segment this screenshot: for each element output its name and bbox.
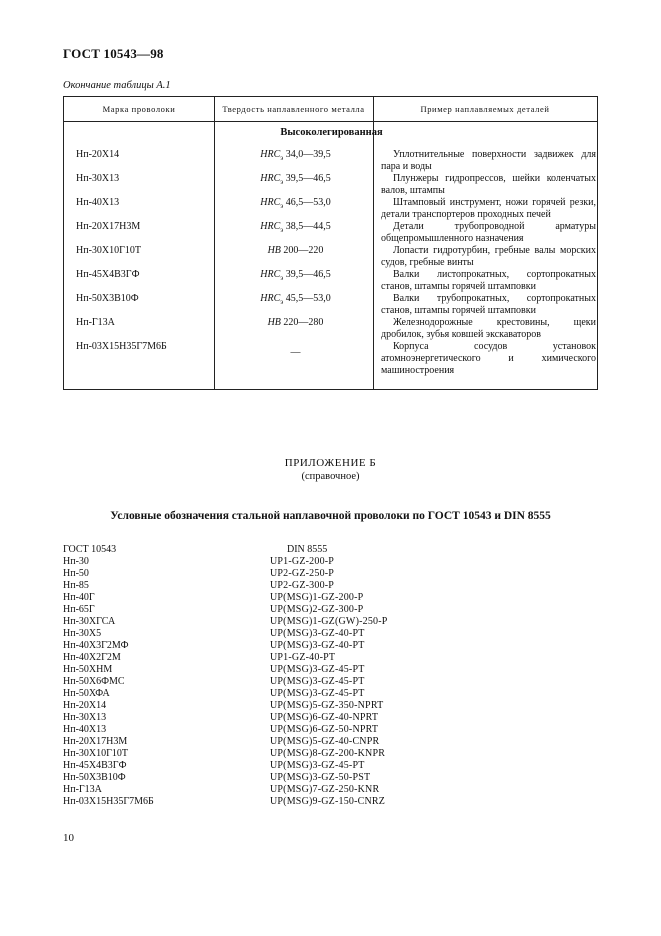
- din-designation-item: UP1-GZ-40-PT: [270, 652, 336, 663]
- section-heading: Высоколегированная: [280, 127, 383, 138]
- hardness-value: —: [290, 347, 301, 358]
- hardness-scale-subscript: э: [280, 274, 284, 282]
- column-header-hardness: Твердость наплавленного металла: [222, 104, 365, 114]
- example-text: Корпуса сосудов установок атомноэнергетического и химического машиностроения: [381, 341, 596, 376]
- table-cell-example: [381, 149, 596, 173]
- header-divider: [64, 121, 597, 122]
- table-cell-hardness: [217, 347, 374, 359]
- din-designation-item: UP(MSG)5-GZ-350-NPRT: [270, 700, 384, 711]
- din-designation-item: UP(MSG)6-GZ-40-NPRT: [270, 712, 379, 723]
- din-designation-item: UP(MSG)5-GZ-40-CNPR: [270, 736, 380, 747]
- table-cell-example: [381, 245, 596, 269]
- hardness-value: 38,5—44,5: [283, 221, 331, 232]
- table-cell-grade: Нп-30Х10Г10Т: [76, 245, 142, 256]
- gost-grade-item: Нп-30Х10Г10Т: [63, 748, 129, 759]
- hardness-scale-subscript: э: [280, 154, 284, 162]
- table-cell-hardness: [217, 269, 374, 284]
- table-cell-hardness: [217, 221, 374, 236]
- din-designation-item: UP(MSG)3-GZ-45-PT: [270, 760, 365, 771]
- gost-grade-item: Нп-40Х13: [63, 724, 107, 735]
- hardness-scale-subscript: э: [280, 226, 284, 234]
- hardness-scale-subscript: э: [280, 202, 284, 210]
- hardness-value: 45,5—53,0: [283, 293, 331, 304]
- din-designation-item: UP(MSG)2-GZ-300-P: [270, 604, 364, 615]
- gost-grade-item: Нп-30: [63, 556, 89, 567]
- table-cell-grade: Нп-45Х4В3ГФ: [76, 269, 140, 280]
- gost-grade-item: Нп-Г13А: [63, 784, 102, 795]
- din-designation-item: UP(MSG)6-GZ-50-NPRT: [270, 724, 379, 735]
- table-cell-example: [381, 173, 596, 197]
- hardness-scale: HRC: [260, 173, 281, 184]
- column-header-example: Пример наплавляемых деталей: [420, 104, 550, 114]
- appendix-title: ПРИЛОЖЕНИЕ Б: [284, 457, 377, 469]
- table-cell-example: [381, 341, 596, 377]
- table-cell-grade: Нп-30Х13: [76, 173, 120, 184]
- din-designation-item: UP(MSG)3-GZ-40-PT: [270, 628, 365, 639]
- gost-grade-item: Нп-30ХГСА: [63, 616, 116, 627]
- hardness-value: 39,5—46,5: [283, 173, 331, 184]
- example-text: Валки трубопрокатных, сортопрокатных станов, штампы горячей штамповки: [381, 293, 596, 316]
- gost-grade-item: Нп-50Х6ФМС: [63, 676, 125, 687]
- gost-grade-item: Нп-20Х14: [63, 700, 107, 711]
- document-id: ГОСТ 10543—98: [63, 46, 164, 61]
- table-cell-grade: Нп-20Х14: [76, 149, 120, 160]
- hardness-table: [63, 96, 598, 390]
- table-cell-hardness: [217, 293, 374, 308]
- din-designation-item: UP2-GZ-250-P: [270, 568, 335, 579]
- hardness-scale: HRC: [260, 269, 281, 280]
- example-text: Железнодорожные крестовины, щеки дробилок, зубья ковшей экскаваторов: [381, 317, 596, 340]
- gost-grade-item: Нп-50: [63, 568, 89, 579]
- din-designation-item: UP2-GZ-300-P: [270, 580, 335, 591]
- table-cell-grade: Нп-20Х17Н3М: [76, 221, 141, 232]
- din-designation-item: UP(MSG)1-GZ-200-P: [270, 592, 364, 603]
- gost-grade-item: Нп-50Х3В10Ф: [63, 772, 126, 783]
- gost-grade-item: Нп-40Х3Г2МФ: [63, 640, 129, 651]
- gost-grade-item: Нп-50ХФА: [63, 688, 110, 699]
- column-divider: [214, 97, 215, 389]
- gost-grade-item: Нп-30Х5: [63, 628, 102, 639]
- din-designation-item: UP(MSG)3-GZ-45-PT: [270, 688, 365, 699]
- gost-grade-item: Нп-45Х4В3ГФ: [63, 760, 127, 771]
- gost-grade-item: Нп-85: [63, 580, 89, 591]
- example-text: Лопасти гидротурбин, гребные валы морских судов, гребные винты: [381, 245, 596, 268]
- appendix-heading: Условные обозначения стальной наплавочной проволоки по ГОСТ 10543 и DIN 8555: [110, 510, 551, 522]
- hardness-value: 39,5—46,5: [283, 269, 331, 280]
- hardness-scale: HB: [267, 317, 281, 328]
- din-designation-item: UP(MSG)3-GZ-45-PT: [270, 664, 365, 675]
- din-designation-item: UP(MSG)1-GZ(GW)-250-P: [270, 616, 388, 627]
- table-cell-hardness: [217, 317, 374, 329]
- hardness-scale: HRC: [260, 197, 281, 208]
- column-header-grade: Марка проволоки: [102, 104, 176, 114]
- hardness-value: 200—220: [280, 245, 324, 256]
- table-cell-example: [381, 293, 596, 317]
- hardness-scale-subscript: э: [280, 298, 284, 306]
- example-text: Штамповый инструмент, ножи горячей резки, детали транспортеров проходных печей: [381, 197, 596, 220]
- gost-grade-item: Нп-65Г: [63, 604, 95, 615]
- hardness-scale-subscript: э: [280, 178, 284, 186]
- example-text: Детали трубопроводной арматуры общепромышленного назначения: [381, 221, 596, 244]
- din-designation-item: UP(MSG)3-GZ-50-PST: [270, 772, 371, 783]
- table-cell-example: [381, 317, 596, 341]
- table-cell-hardness: [217, 245, 374, 257]
- din-designation-list: [270, 556, 388, 808]
- table-cell-grade: Нп-50Х3В10Ф: [76, 293, 139, 304]
- hardness-scale: HRC: [260, 149, 281, 160]
- table-cell-hardness: [217, 197, 374, 212]
- gost-grade-item: Нп-30Х13: [63, 712, 107, 723]
- gost-grade-item: Нп-40Х2Г2М: [63, 652, 121, 663]
- hardness-scale: HB: [267, 245, 281, 256]
- table-continuation-note: Окончание таблицы А.1: [63, 80, 171, 91]
- din-designation-item: UP(MSG)7-GZ-250-KNR: [270, 784, 380, 795]
- hardness-value: 220—280: [280, 317, 324, 328]
- table-cell-hardness: [217, 149, 374, 164]
- example-text: Плунжеры гидропрессов, шейки коленчатых валов, штампы: [381, 173, 596, 196]
- example-text: Уплотнительные поверхности задвижек для пара и воды: [381, 149, 596, 172]
- table-cell-grade: Нп-Г13А: [76, 317, 115, 328]
- din-designation-item: UP(MSG)8-GZ-200-KNPR: [270, 748, 386, 759]
- table-cell-grade: Нп-40Х13: [76, 197, 120, 208]
- hardness-value: 46,5—53,0: [283, 197, 331, 208]
- din-designation-item: UP(MSG)9-GZ-150-CNRZ: [270, 796, 386, 807]
- list-header-din: DIN 8555: [287, 544, 328, 555]
- hardness-scale: HRC: [260, 221, 281, 232]
- hardness-value: 34,0—39,5: [283, 149, 331, 160]
- din-designation-item: UP(MSG)3-GZ-45-PT: [270, 676, 365, 687]
- table-cell-hardness: [217, 173, 374, 188]
- gost-designation-list: [63, 556, 154, 808]
- list-header-gost: ГОСТ 10543: [63, 544, 117, 555]
- table-cell-example: [381, 197, 596, 221]
- table-cell-grade: Нп-03Х15Н35Г7М6Б: [76, 341, 167, 352]
- hardness-scale: HRC: [260, 293, 281, 304]
- example-text: Валки листопрокатных, сортопрокатных станов, штампы горячей штамповки: [381, 269, 596, 292]
- page-number: 10: [63, 832, 74, 844]
- table-cell-example: [381, 221, 596, 245]
- column-divider: [373, 97, 374, 389]
- gost-grade-item: Нп-40Г: [63, 592, 95, 603]
- din-designation-item: UP1-GZ-200-P: [270, 556, 335, 567]
- din-designation-item: UP(MSG)3-GZ-40-PT: [270, 640, 365, 651]
- table-cell-example: [381, 269, 596, 293]
- appendix-subtitle: (справочное): [301, 471, 360, 482]
- gost-grade-item: Нп-20Х17Н3М: [63, 736, 128, 747]
- gost-grade-item: Нп-03Х15Н35Г7М6Б: [63, 796, 154, 807]
- gost-grade-item: Нп-50ХНМ: [63, 664, 113, 675]
